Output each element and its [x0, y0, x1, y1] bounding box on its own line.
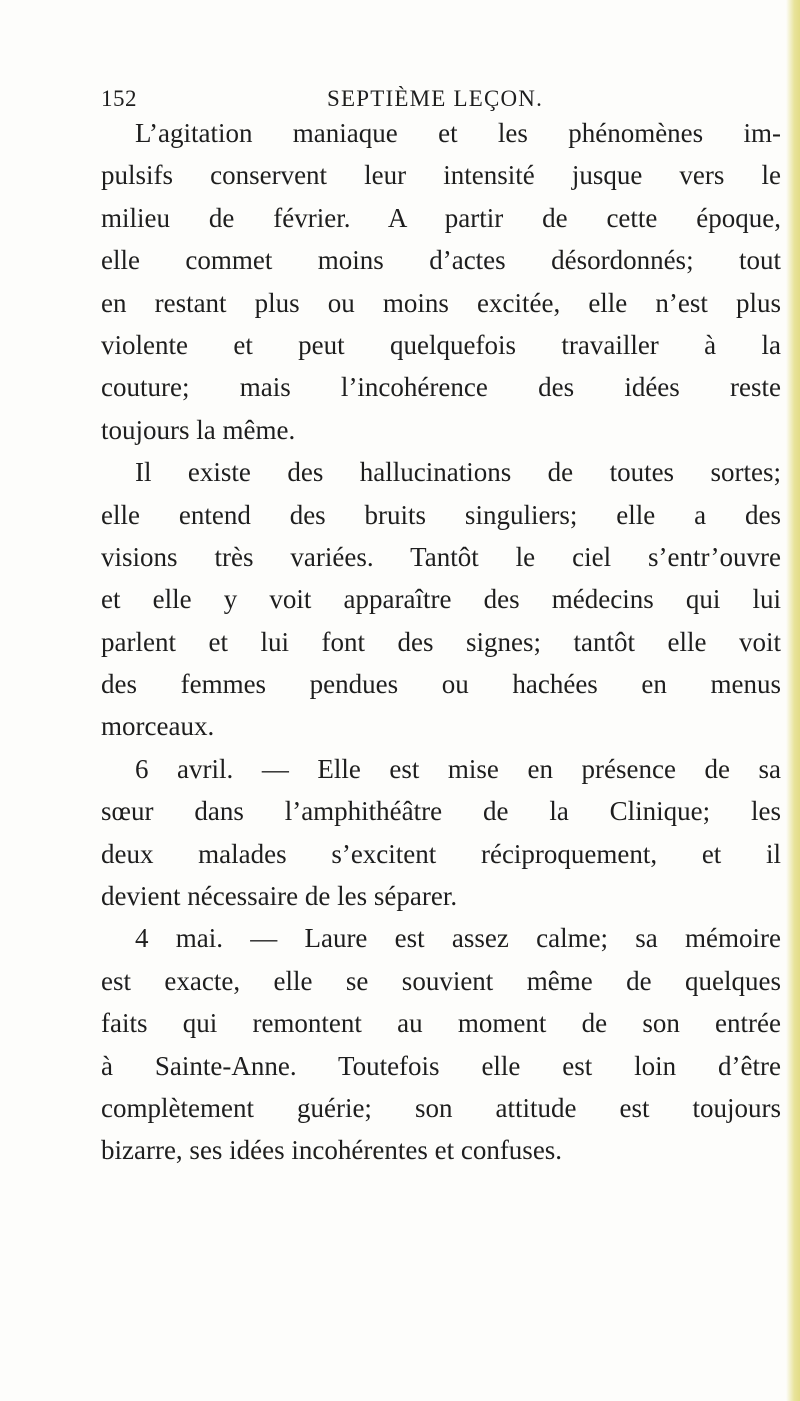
text-line: morceaux.: [101, 711, 215, 742]
text-line: 4 mai. — Laure est assez calme; sa mémoire: [135, 923, 781, 954]
text-line: L’agitation maniaque et les phénomènes im-: [135, 118, 781, 148]
text-line: elle entend des bruits singuliers; elle a des: [101, 499, 781, 530]
text-line: Il existe des hallucinations de toutes sortes;: [135, 457, 781, 488]
text-line: visions très variées. Tantôt le ciel s’entr’ouvre: [101, 541, 781, 572]
running-head: SEPTIÈME LEÇON.: [327, 86, 544, 111]
page-edge: [786, 0, 800, 1401]
text-line: parlent et lui font des signes; tantôt elle voit: [101, 626, 781, 657]
text-line: 6 avril. — Elle est mise en présence de sa: [135, 753, 781, 784]
text-line: est exacte, elle se souvient même de quelques: [101, 965, 781, 996]
text-line: faits qui remontent au moment de son entrée: [101, 1008, 781, 1039]
text-line: elle commet moins d’actes désordonnés; tout: [101, 245, 781, 276]
page-number: 152: [101, 86, 137, 111]
text-line: bizarre, ses idées incohérentes et confuses.: [101, 1135, 563, 1166]
text-line: couture; mais l’incohérence des idées reste: [101, 372, 781, 403]
text-line: des femmes pendues ou hachées en menus: [101, 669, 781, 700]
text-line: deux malades s’excitent réciproquement, et il: [101, 838, 781, 869]
text-line: devient nécessaire de les séparer.: [101, 881, 458, 912]
text-line: et elle y voit apparaître des médecins qui lui: [101, 584, 781, 615]
text-line: violente et peut quelquefois travailler à la: [101, 329, 781, 360]
text-line: complètement guérie; son attitude est toujours: [101, 1092, 781, 1123]
text-line: sœur dans l’amphithéâtre de la Clinique; les: [101, 796, 781, 827]
text-line: à Sainte-Anne. Toutefois elle est loin d’être: [101, 1050, 781, 1081]
text-line: en restant plus ou moins excitée, elle n’est plus: [101, 287, 781, 318]
text-line: pulsifs conservent leur intensité jusque vers le: [101, 160, 781, 191]
text-line: milieu de février. A partir de cette époque,: [101, 202, 781, 233]
text-line: toujours la même.: [101, 414, 296, 445]
body-text: [101, 112, 781, 1172]
